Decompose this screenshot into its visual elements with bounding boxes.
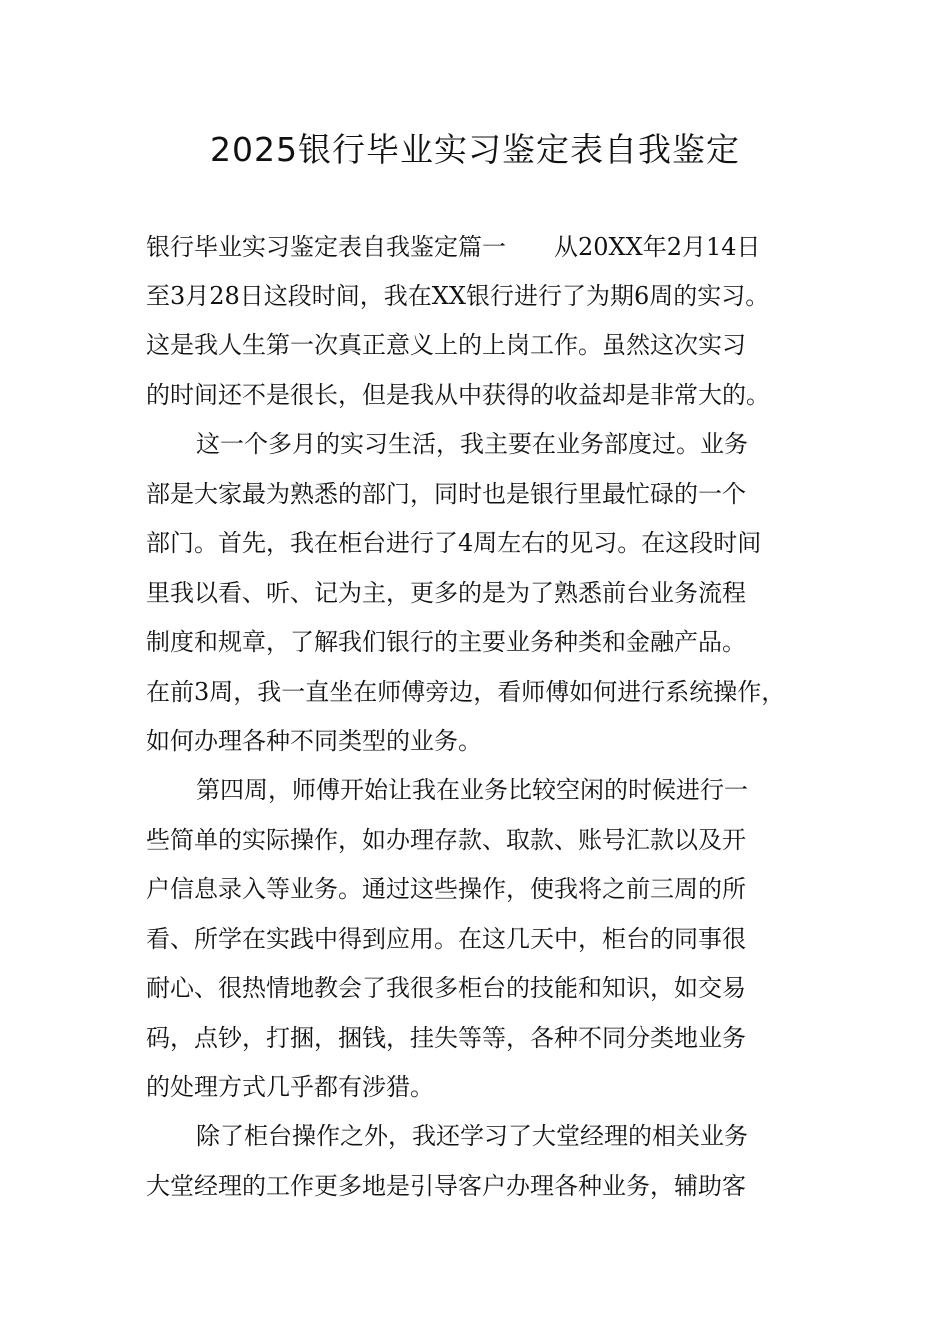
body-line: 部门。首先，我在柜台进行了4周左右的见习。在这段时间 [146, 529, 762, 557]
body-line: 的时间还不是很长，但是我从中获得的收益却是非常大的。 [146, 381, 770, 409]
body-line: 户信息录入等业务。通过这些操作，使我将之前三周的所 [146, 875, 746, 903]
body-line: 制度和规章，了解我们银行的主要业务种类和金融产品。 [146, 628, 746, 656]
document-title: 2025银行毕业实习鉴定表自我鉴定 [210, 130, 740, 169]
body-line: 这是我人生第一次真正意义上的上岗工作。虽然这次实习 [146, 331, 746, 359]
body-line: 大堂经理的工作更多地是引导客户办理各种业务，辅助客 [146, 1172, 746, 1200]
body-line: 码，点钞，打捆，捆钱，挂失等等，各种不同分类地业务 [146, 1024, 746, 1052]
body-line: 在前3周，我一直坐在师傅旁边，看师傅如何进行系统操作， [146, 678, 786, 706]
body-line: 的处理方式几乎都有涉猎。 [146, 1073, 434, 1101]
body-line: 些简单的实际操作，如办理存款、取款、账号汇款以及开 [146, 826, 746, 854]
body-line: 看、所学在实践中得到应用。在这几天中，柜台的同事很 [146, 925, 746, 953]
body-line: 这一个多月的实习生活，我主要在业务部度过。业务 [196, 430, 748, 458]
body-line: 里我以看、听、记为主，更多的是为了熟悉前台业务流程 [146, 579, 746, 607]
body-line: 第四周，师傅开始让我在业务比较空闲的时候进行一 [196, 776, 748, 804]
body-line: 耐心、很热情地教会了我很多柜台的技能和知识，如交易 [146, 974, 746, 1002]
body-line: 银行毕业实习鉴定表自我鉴定篇一 从20XX年2月14日 [146, 233, 761, 261]
body-line: 至3月28日这段时间，我在XX银行进行了为期6周的实习。 [146, 282, 770, 310]
body-line: 如何办理各种不同类型的业务。 [146, 727, 482, 755]
body-line: 部是大家最为熟悉的部门，同时也是银行里最忙碌的一个 [146, 480, 746, 508]
body-line: 除了柜台操作之外，我还学习了大堂经理的相关业务 [196, 1122, 748, 1150]
